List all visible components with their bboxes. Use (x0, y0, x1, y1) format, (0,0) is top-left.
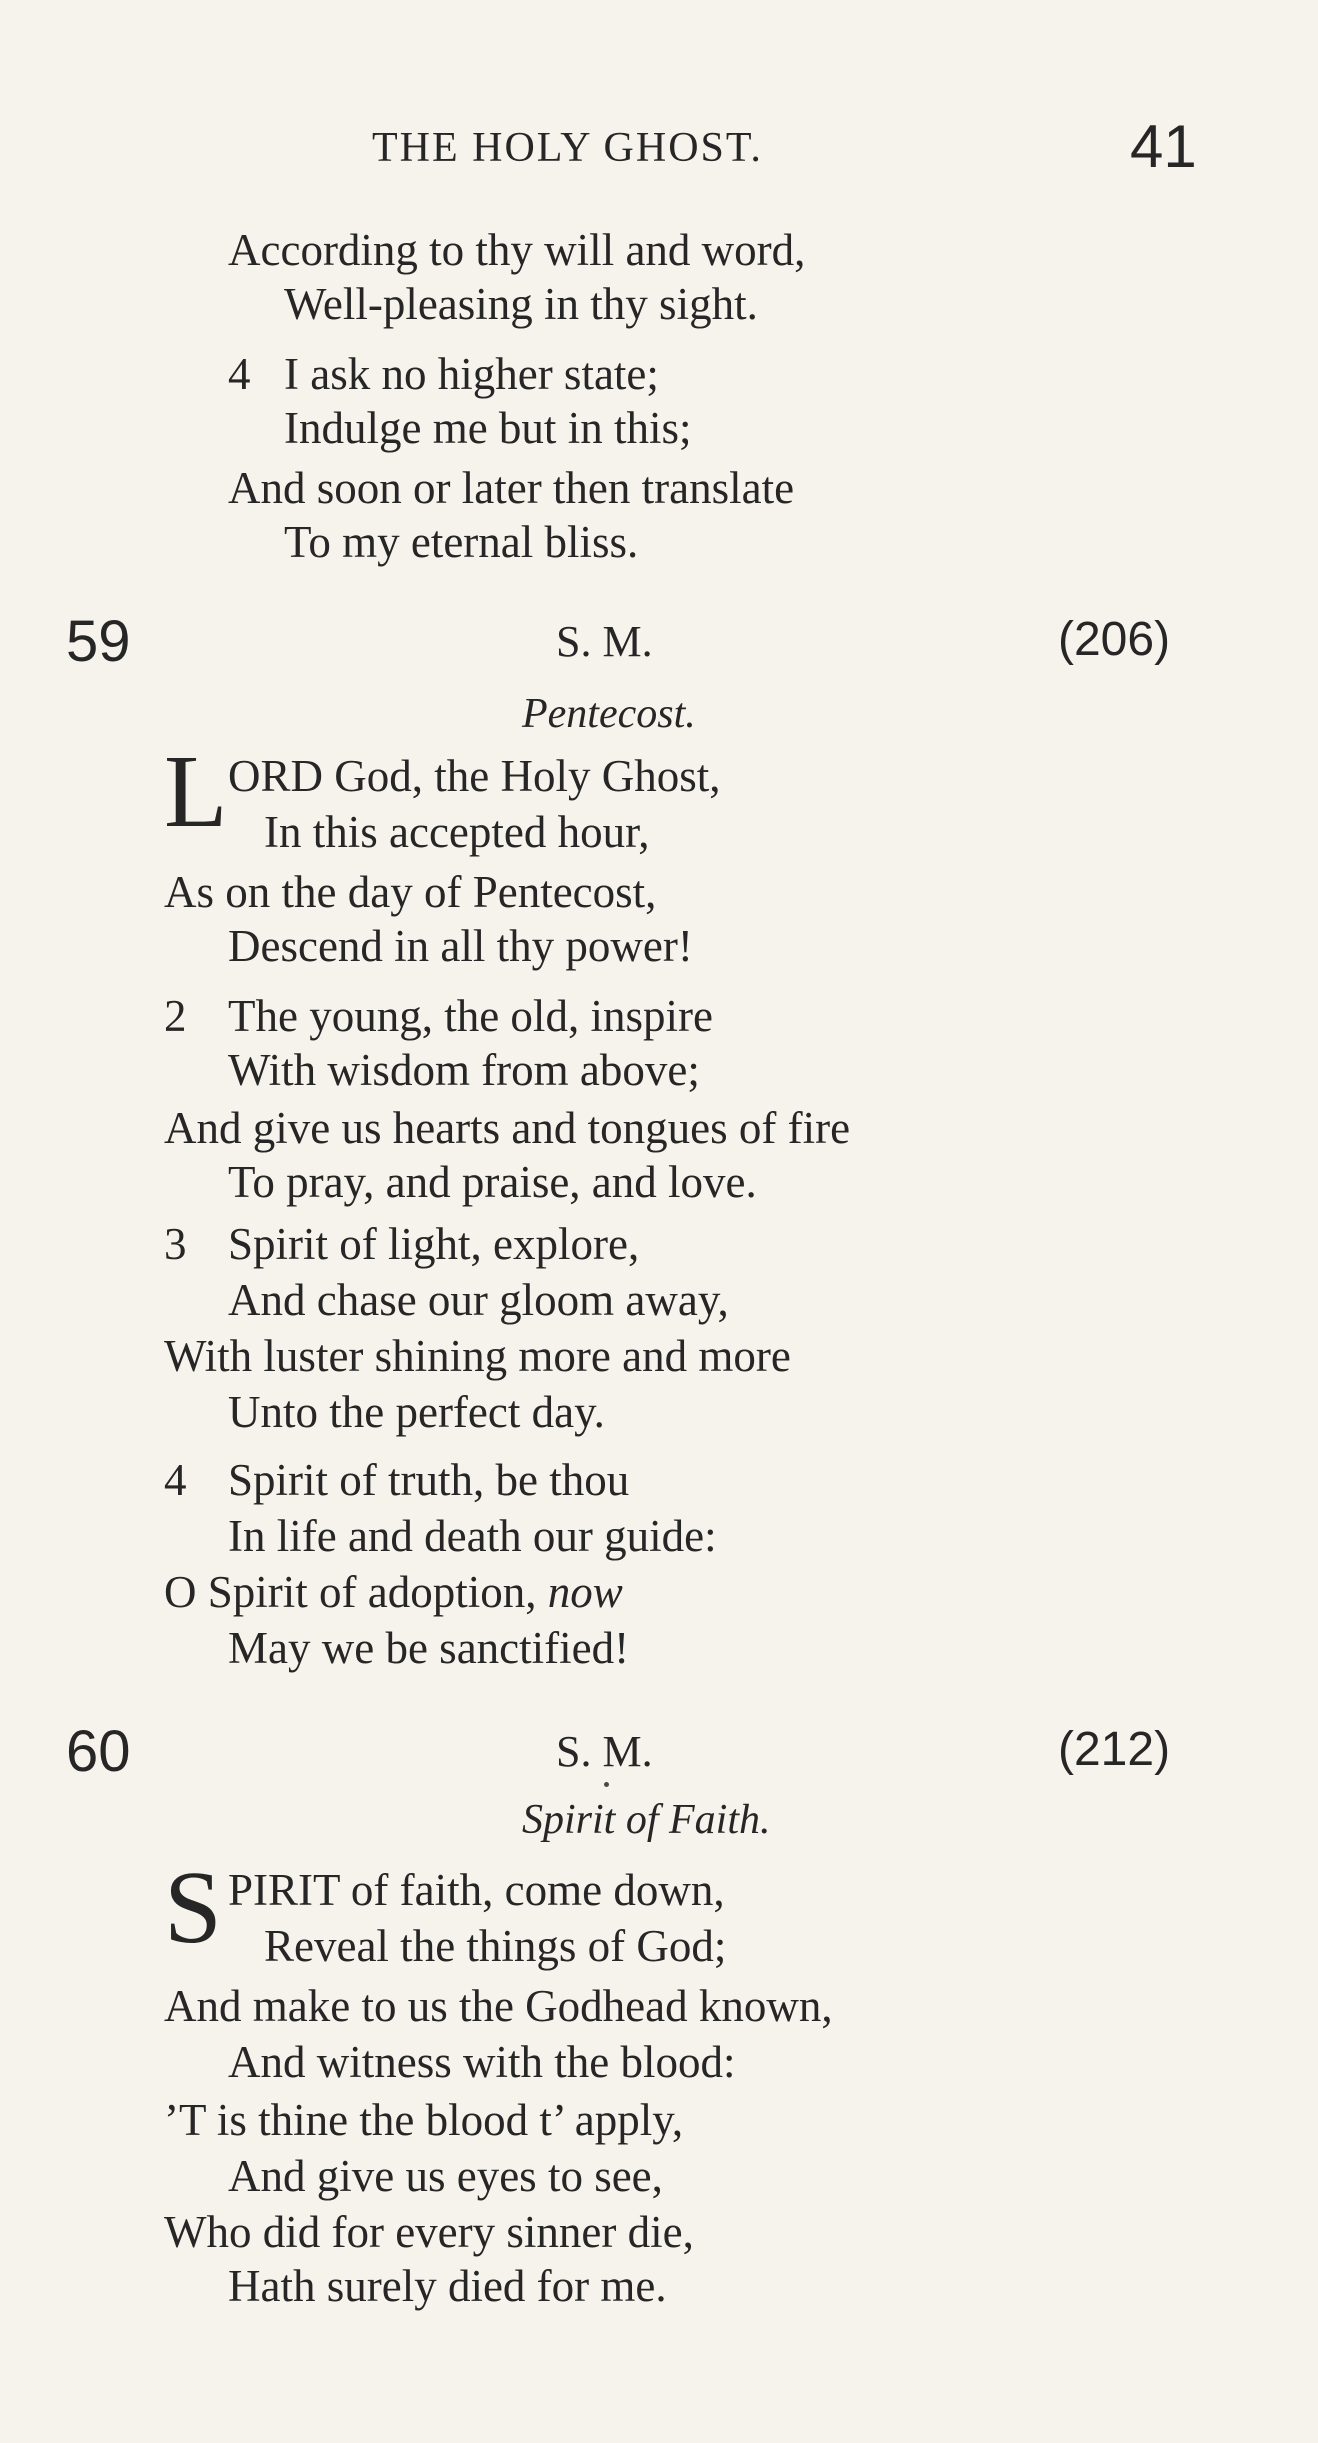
verse-line: Hath surely died for me. (228, 2261, 667, 2311)
hymn-title: Spirit of Faith. (522, 1797, 771, 1843)
stanza-number: 4 (228, 349, 251, 399)
verse-text: O Spirit of adoption, (164, 1567, 537, 1617)
verse-line: Well-pleasing in thy sight. (284, 279, 758, 329)
verse-line: Descend in all thy power! (228, 921, 693, 971)
print-speck (604, 1782, 609, 1787)
tune-reference: (206) (1058, 613, 1171, 666)
verse-line: And make to us the Godhead known, (164, 1981, 833, 2031)
hymn-title: Pentecost. (522, 691, 696, 737)
hymn-number: 60 (66, 1719, 131, 1784)
verse-line: Spirit of light, explore, (228, 1219, 640, 1269)
verse-line: To pray, and praise, and love. (228, 1157, 757, 1207)
verse-line: Reveal the things of God; (264, 1921, 727, 1971)
verse-line: ’T is thine the blood t’ apply, (164, 2095, 684, 2145)
stanza-number: 4 (164, 1455, 187, 1505)
running-title: THE HOLY GHOST. (372, 125, 763, 171)
stanza-number: 2 (164, 991, 187, 1041)
hymn-number: 59 (66, 609, 131, 674)
italic-word: now (547, 1567, 623, 1617)
verse-line: According to thy will and word, (228, 225, 806, 275)
verse-line: And witness with the blood: (228, 2037, 736, 2087)
verse-line: Unto the perfect day. (228, 1387, 605, 1437)
verse-line: With luster shining more and more (164, 1331, 791, 1381)
verse-line: And soon or later then translate (228, 463, 795, 513)
verse-line: Who did for every sinner die, (164, 2207, 694, 2257)
verse-line: The young, the old, inspire (228, 991, 713, 1041)
verse-line: And chase our gloom away, (228, 1275, 729, 1325)
hymn-meter: S. M. (556, 1727, 653, 1776)
verse-line: Spirit of truth, be thou (228, 1455, 630, 1505)
verse-line: ORD God, the Holy Ghost, (228, 751, 721, 801)
verse-line: In life and death our guide: (228, 1511, 717, 1561)
hymn-meter: S. M. (556, 617, 653, 666)
page-number: 41 (1130, 113, 1197, 180)
drop-cap: L (164, 734, 228, 849)
stanza-number: 3 (164, 1219, 187, 1269)
verse-line: Indulge me but in this; (284, 403, 692, 453)
verse-line: May we be sanctified! (228, 1623, 630, 1673)
verse-line: And give us hearts and tongues of fire (164, 1103, 851, 1153)
verse-line: I ask no higher state; (284, 349, 659, 399)
verse-line: And give us eyes to see, (228, 2151, 663, 2201)
verse-line: With wisdom from above; (228, 1045, 700, 1095)
verse-line (164, 1567, 623, 1617)
verse-line: As on the day of Pentecost, (164, 867, 657, 917)
drop-cap: S (164, 1850, 222, 1965)
verse-line: PIRIT of faith, come down, (228, 1865, 725, 1915)
verse-line: To my eternal bliss. (284, 517, 639, 567)
tune-reference: (212) (1058, 1723, 1171, 1776)
verse-line: In this accepted hour, (264, 807, 650, 857)
